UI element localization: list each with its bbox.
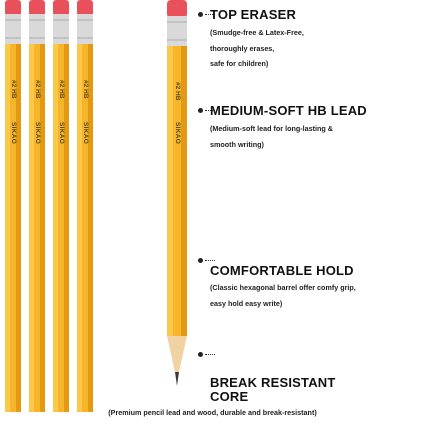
callout-4-line [205,354,215,355]
feature-2-title: MEDIUM-SOFT HB LEAD [210,103,367,118]
pencil-4 [75,0,95,412]
feature-3-title: COMFORTABLE HOLD [210,263,354,278]
feature-4-title: BREAK RESISTANT [210,375,336,390]
pencil-3-graphic [51,0,71,412]
callout-2-dot [198,108,203,113]
pencil-4-graphic [75,0,95,412]
footnote: (Premium pencil lead and wood, durable and break-resistant) [108,408,317,417]
large-pencil-brand: SIKAO [174,122,181,145]
large-pencil-grade: #2 HB [174,82,181,101]
feature-3-line-2: easy hold easy write) [210,299,283,308]
large-pencil [163,0,193,392]
pencil-4-grade: #2 HB [82,80,89,99]
feature-1-line-3: safe for children) [210,59,269,68]
feature-4-title-line-2: CORE [210,389,249,404]
callout-3-dot [198,258,203,263]
feature-1-line-1: (Smudge-free & Latex-Free, [210,28,304,37]
pencil-2-graphic [27,0,47,412]
pencil-1-graphic [3,0,23,412]
pencil-1 [3,0,23,412]
feature-1-line-2: thoroughly erases, [210,44,275,53]
pencil-3-brand: SIKAO [58,122,65,145]
feature-2-line-2: smooth writing) [210,140,264,149]
pencil-2 [27,0,47,412]
feature-3-line-1: (Classic hexagonal barrel offer comfy grip, [210,283,356,292]
pencil-3 [51,0,71,412]
pencil-2-grade: #2 HB [34,80,41,99]
callout-3-line [205,260,215,261]
pencil-1-brand: SIKAO [10,122,17,145]
large-pencil-graphic [163,0,193,392]
feature-2-line-1: (Medium-soft lead for long-lasting & [210,124,333,133]
callout-1-dot [198,12,203,17]
pencil-4-brand: SIKAO [82,122,89,145]
callout-4-dot [198,352,203,357]
pencil-2-brand: SIKAO [34,122,41,145]
pencil-3-grade: #2 HB [58,80,65,99]
pencil-1-grade: #2 HB [10,80,17,99]
feature-1-title: TOP ERASER [210,7,297,22]
